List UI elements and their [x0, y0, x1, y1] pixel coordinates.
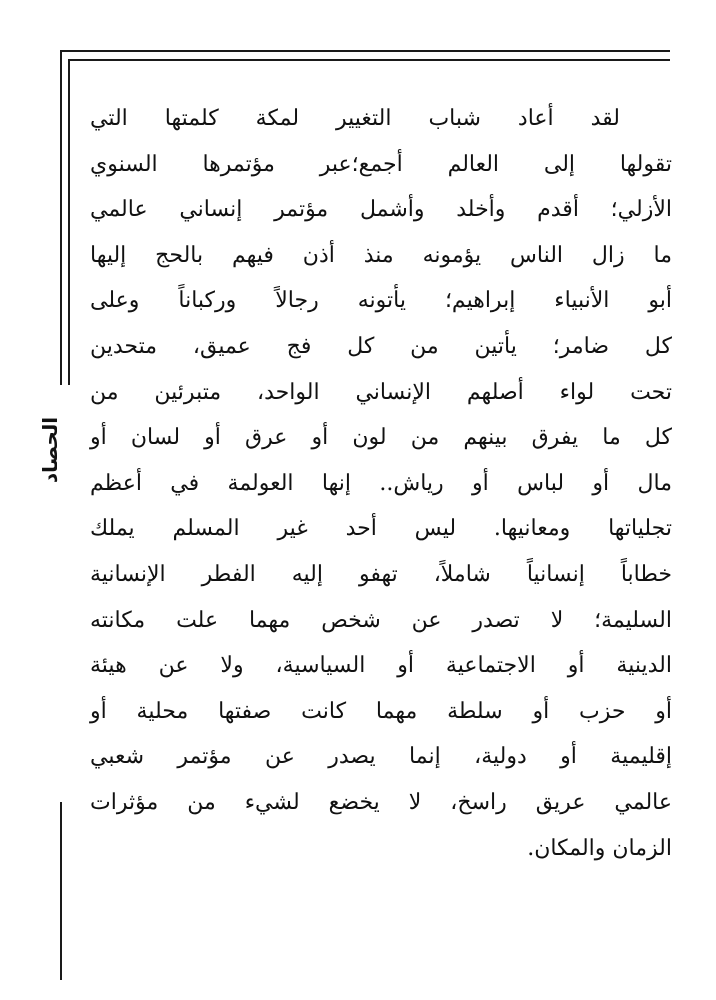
section-label: [30, 405, 70, 495]
frame-top-inner-line: [68, 59, 670, 61]
paragraph-line: لقد أعاد شباب التغيير لمكة كلمتها التي: [90, 106, 620, 131]
frame-top-outer-line: [60, 50, 670, 52]
paragraph-line: كل ضامر؛ يأتين من كل فج عميق، متحدين: [90, 333, 672, 359]
paragraph-line: تقولها إلى العالم أجمع؛عبر مؤتمرها السنوي: [90, 151, 672, 177]
frame-left-inner-line: [68, 59, 70, 385]
frame-left-bottom-line: [60, 802, 62, 980]
paragraph-line: تحت لواء أصلهم الإنساني الواحد، متبرئين من: [90, 379, 672, 405]
paragraph-line: تجلياتها ومعانيها. ليس أحد غير المسلم يملك: [90, 516, 672, 542]
paragraph-line: السليمة؛ لا تصدر عن شخص مهما علت مكانته: [90, 607, 672, 633]
paragraph-line: مال أو لباس أو رياش.. إنها العولمة في أعظم: [90, 470, 672, 496]
paragraph-line: الزمان والمكان.: [527, 835, 672, 861]
paragraph-line: أو حزب أو سلطة مهما كانت صفتها محلية أو: [90, 698, 672, 724]
paragraph-line: الدينية أو الاجتماعية أو السياسية، ولا عن هيئة: [90, 653, 672, 679]
paragraph-line: إقليمية أو دولية، إنما يصدر عن مؤتمر شعبي: [90, 744, 672, 770]
paragraph-line: عالمي عريق راسخ، لا يخضع لشيء من مؤثرات: [90, 789, 672, 815]
article-paragraph: [90, 96, 672, 871]
section-label-text: الحصاد: [38, 416, 63, 484]
paragraph-line: ما زال الناس يؤمونه منذ أذن فيهم بالحج إليها: [90, 242, 672, 268]
frame-left-outer-line: [60, 50, 62, 385]
paragraph-line: كل ما يفرق بينهم من لون أو عرق أو لسان أو: [90, 425, 672, 451]
paragraph-line: الأزلي؛ أقدم وأخلد وأشمل مؤتمر إنساني عالمي: [90, 197, 672, 223]
paragraph-line: خطاباً إنسانياً شاملاً، تهفو إليه الفطر الإنسانية: [90, 561, 672, 587]
paragraph-line: أبو الأنبياء إبراهيم؛ يأتونه رجالاً وركباناً وعلى: [90, 288, 672, 314]
